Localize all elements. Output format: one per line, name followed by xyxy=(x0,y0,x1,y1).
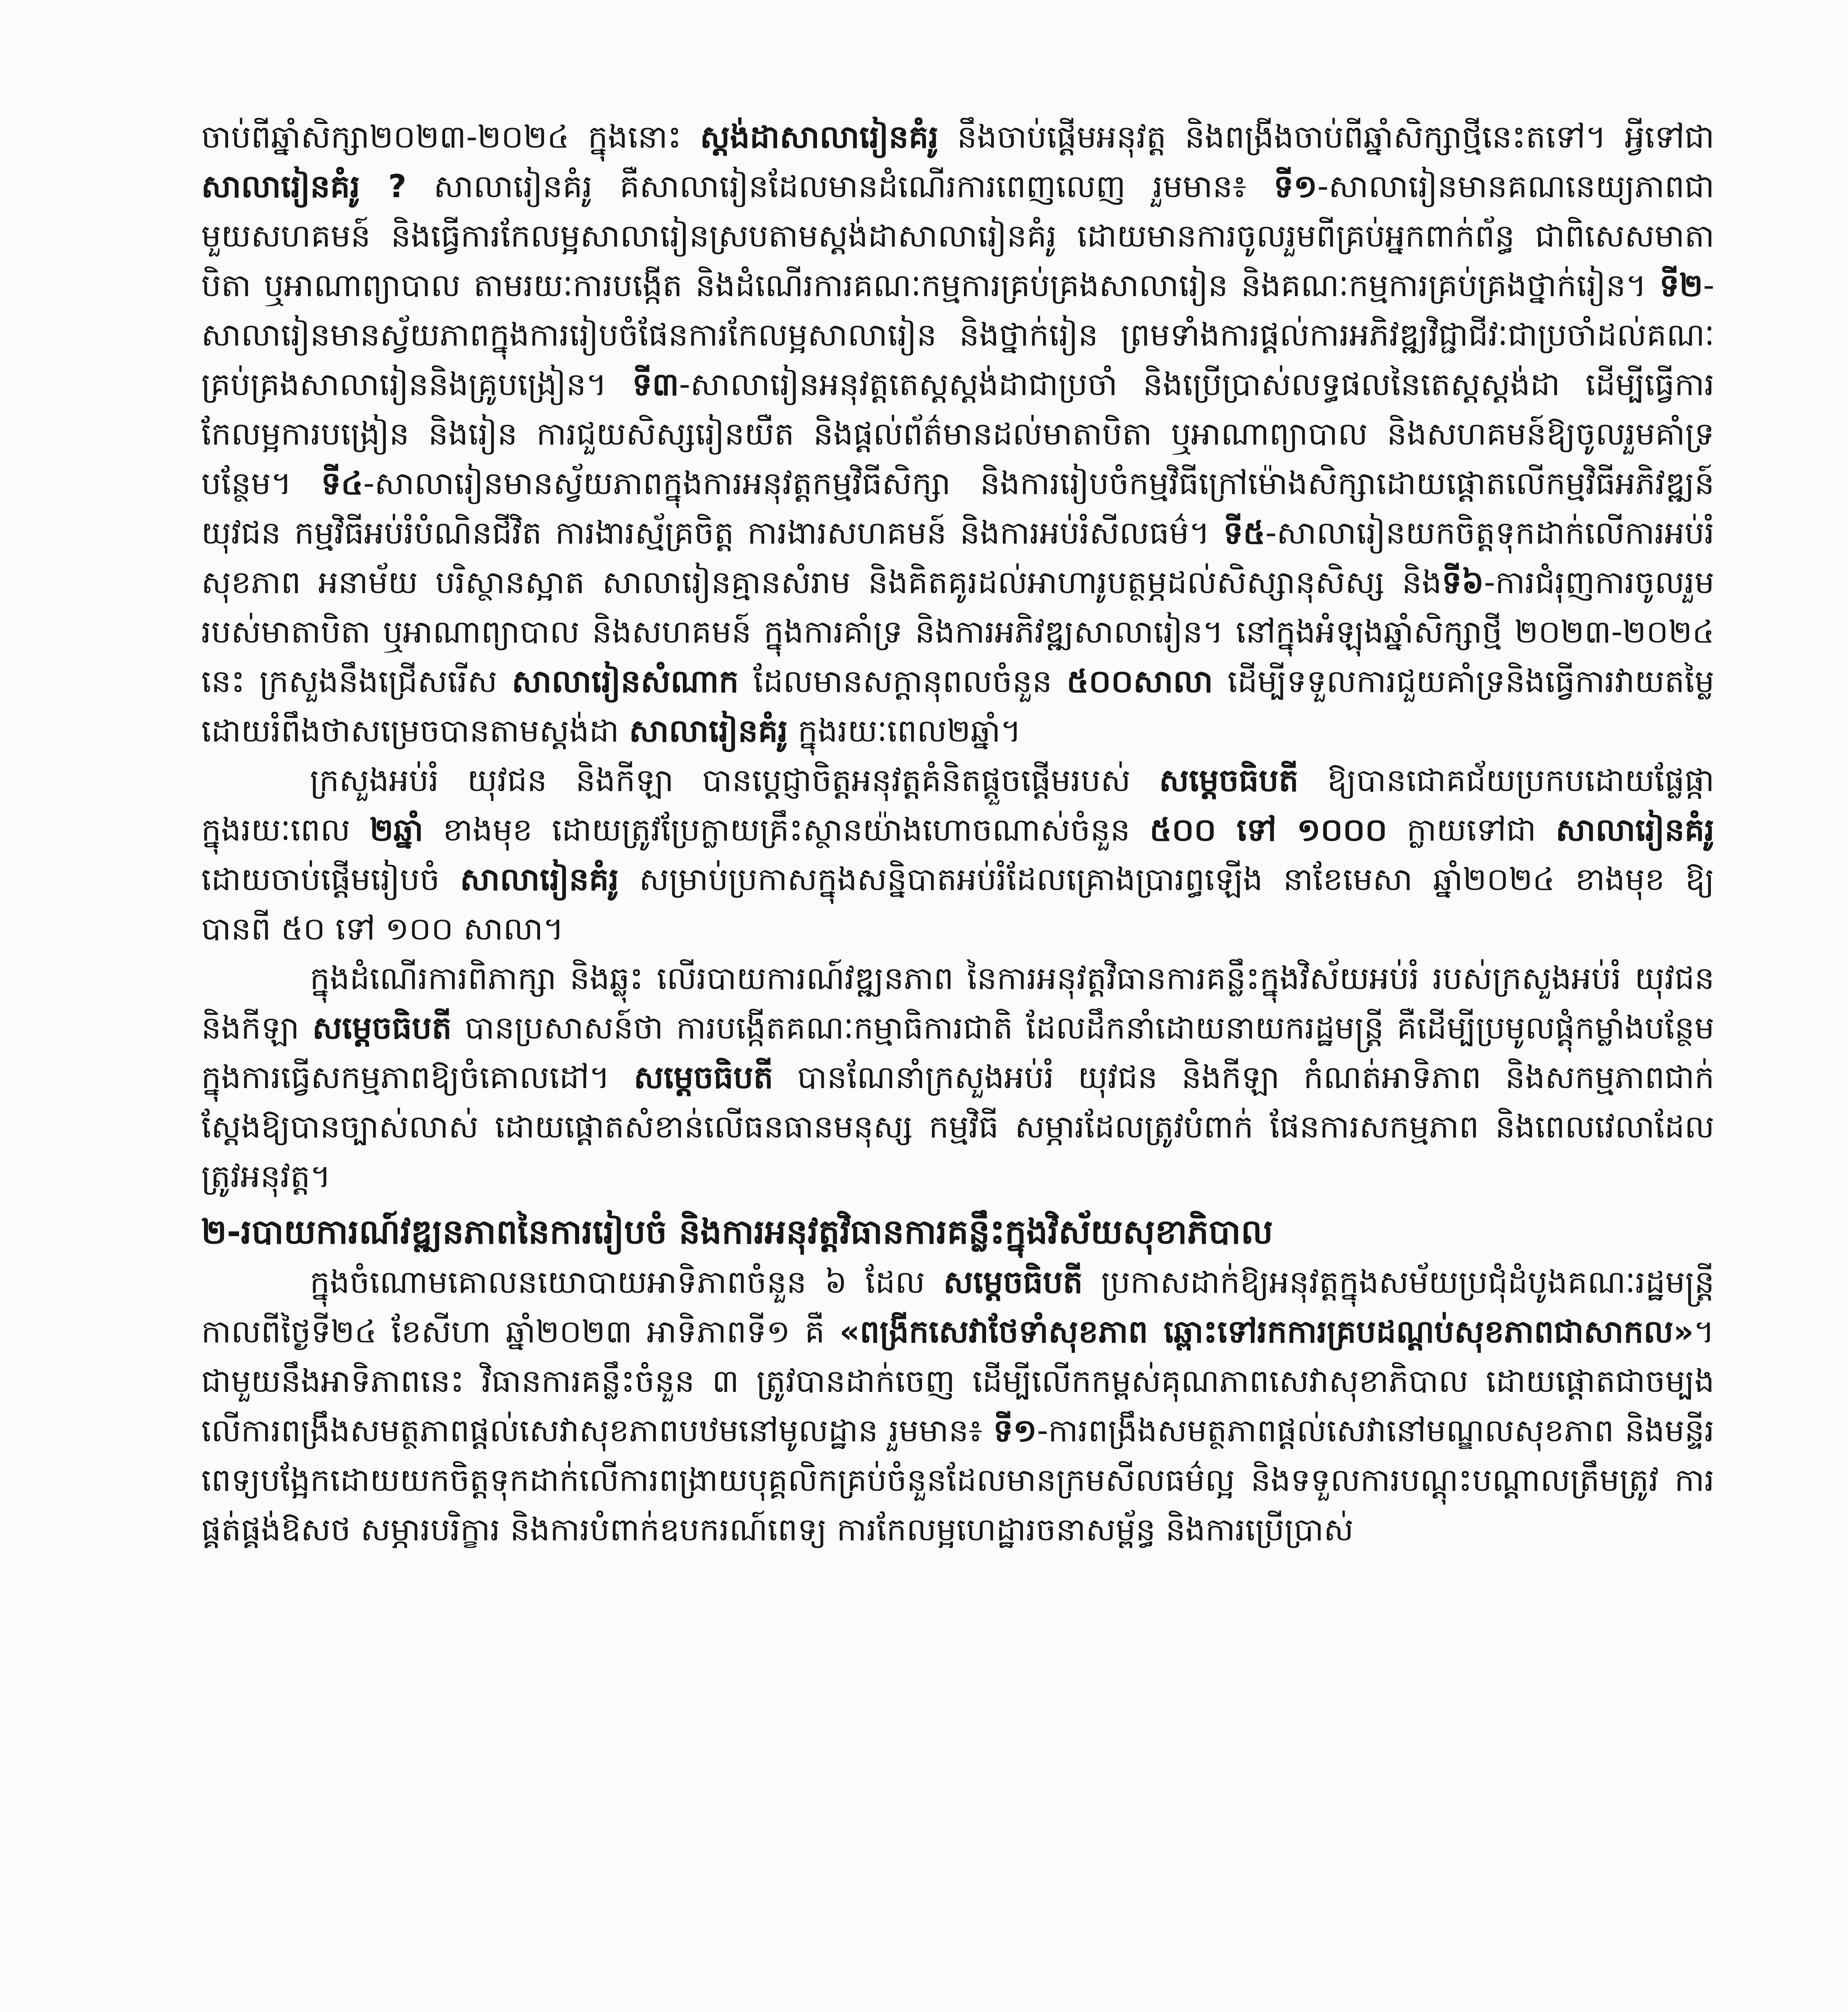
bold-text-run: សាលារៀនគំរូ xyxy=(1555,812,1715,848)
text-run: -ការជំរុញការចូលរួមរបស់មាតាបិតា ឬអាណាព្យាបាល និងសហគមន៍ ក្នុងការគាំទ្រ និងការអភិវឌ្ឍសាលារៀន។ នៅក្នុងអំឡុងឆ្នាំសិក្សាថ្មី ២០២៣-២០២៤ នេះ ក្រសួងនឹងជ្រើសរើស xyxy=(201,565,1714,700)
text-run: -សាលារៀនមានគណនេយ្យភាពជាមួយសហគមន៍ និងធ្វើការកែលម្អសាលារៀនស្របតាមស្តង់ដាសាលារៀនគំរូ ដោយមានការចូលរួមពីគ្រប់អ្នកពាក់ព័ន្ធ ជាពិសេសមាតាបិតា ឬអាណាព្យាបាល តាមរយៈការបង្កើត និងដំណើរការគណៈកម្មការគ្រប់គ្រងសាលារៀន និងគណៈកម្មការគ្រប់គ្រងថ្នាក់រៀន។ xyxy=(201,169,1714,304)
text-run: ក្លាយទៅជា xyxy=(1387,812,1556,848)
text-run: ក្នុងរយៈពេល២ឆ្នាំ។ xyxy=(788,713,1021,749)
bold-text-run: «ពង្រីកសេវាថែទាំសុខភាព ឆ្ពោះទៅរកការគ្របដណ្តប់សុខភាពជាសាកល» xyxy=(839,1314,1694,1350)
text-run: នឹងចាប់ផ្តើមអនុវត្ត និងពង្រីងចាប់ពីឆ្នាំសិក្សាថ្មីនេះតទៅ។ អ្វីទៅជា xyxy=(938,119,1714,155)
bold-text-run: សម្តេចធិបតី xyxy=(943,1264,1083,1301)
bold-text-run: ទី៤ xyxy=(321,466,363,502)
text-run: ដែលមានសក្តានុពលចំនួន xyxy=(738,664,1067,700)
bold-text-run: ទី៥ xyxy=(1223,515,1266,551)
text-run: ក្នុងដំណើរការពិភាក្សា និងឆ្លុះ លើរបាយការណ៍វឌ្ឍនភាព នៃការអនុវត្តវិធានការគន្លឹះក្នុងវិស័យអប់រំ របស់ក្រសួងអប់រំ យុវជន និងកីឡា xyxy=(201,961,1714,1046)
bold-text-run: សាលារៀនគំរូ xyxy=(629,713,788,749)
text-run: ដោយចាប់ផ្តើមរៀបចំ xyxy=(201,862,460,898)
text-run: ឱ្យបានជោគជ័យប្រកបដោយផ្លែផ្កា ក្នុងរយៈពេល xyxy=(201,763,1714,848)
bold-text-run: ទី៦ xyxy=(1442,565,1484,601)
bold-text-run: ទី១ xyxy=(1273,169,1318,205)
bold-text-run: សាលារៀនគំរូ xyxy=(460,862,619,898)
text-run: -ការពង្រឹងសមត្ថភាពផ្តល់សេវានៅមណ្ឌលសុខភាព និងមន្ទីរពេទ្យបង្អែកដោយយកចិត្តទុកដាក់លើការពង្រាយបុគ្គលិកគ្រប់ចំនួនដែលមានក្រមសីលធម៌ល្អ និងទទួលការបណ្តុះបណ្តាលត្រឹមត្រូវ ការផ្គត់ផ្គង់ឱសថ សម្ភារបរិក្ខារ និងការបំពាក់ឧបករណ៍ពេទ្យ ការកែលម្អហេដ្ឋារចនាសម្ព័ន្ធ និងការប្រើប្រាស់ xyxy=(201,1413,1714,1548)
text-run: ចាប់ពីឆ្នាំសិក្សា២០២៣-២០២៤ ក្នុងនោះ xyxy=(201,119,700,155)
bold-text-run: សម្តេចធិបតី xyxy=(1159,763,1299,799)
bold-text-run: ៥០០ ទៅ ១០០០ xyxy=(1149,812,1388,848)
text-run: -សាលារៀនមានស្វ័យភាពក្នុងការរៀបចំផែនការកែលម្អសាលារៀន និងថ្នាក់រៀន ព្រមទាំងការផ្តល់ការអភិវឌ្ឍវិជ្ជាជីវៈជាប្រចាំដល់គណៈគ្រប់គ្រងសាលារៀននិងគ្រូបង្រៀន។ xyxy=(201,268,1714,403)
text-run: បានណែនាំក្រសួងអប់រំ យុវជន និងកីឡា កំណត់អាទិភាព និងសកម្មភាពជាក់ស្តែងឱ្យបានច្បាស់លាស់ ដោយផ្តោតសំខាន់លើធនធានមនុស្ស កម្មវិធី សម្ភារដែលត្រូវបំពាក់ ផែនការសកម្មភាព និងពេលវេលាដែលត្រូវអនុវត្ត។ xyxy=(201,1060,1714,1195)
section-heading-health: ២-របាយការណ៍វឌ្ឍនភាពនៃការរៀបចំ និងការអនុវត្តវិធានការគន្លឹះក្នុងវិស័យសុខាភិបាល xyxy=(201,1212,1273,1251)
paragraph-ministry-commitment xyxy=(201,756,1714,954)
text-run: ប្រកាសដាក់ឱ្យអនុវត្តក្នុងសម័យប្រជុំដំបូងគណៈរដ្ឋមន្ត្រី កាលពីថ្ងៃទី២៤ ខែសីហា ឆ្នាំ២០២៣ អាទិភាពទី១ គឺ xyxy=(201,1264,1714,1350)
bold-text-run: សម្តេចធិបតី xyxy=(633,1060,773,1096)
text-run: -សាលារៀនអនុវត្តតេស្តស្តង់ដាជាប្រចាំ និងប្រើប្រាស់លទ្ធផលនៃតេស្តស្តង់ដា ដើម្បីធ្វើការកែលម្អការបង្រៀន និងរៀន ការជួយសិស្សរៀនយឺត និងផ្តល់ព័ត៌មានដល់មាតាបិតា ឬអាណាព្យាបាល និងសហគមន៍ឱ្យចូលរួមគាំទ្របន្ថែម។ xyxy=(201,367,1714,502)
text-run: ខាងមុខ ដោយត្រូវប្រែក្លាយគ្រឹះស្ថានយ៉ាងហោចណាស់ចំនួន xyxy=(423,812,1150,848)
bold-text-run: សម្តេចធិបតី xyxy=(312,1010,452,1046)
text-run: -សាលារៀនមានស្វ័យភាពក្នុងការអនុវត្តកម្មវិធីសិក្សា និងការរៀបចំកម្មវិធីក្រៅម៉ោងសិក្សាដោយផ្តោតលើកម្មវិធីអភិវឌ្ឍន៍យុវជន កម្មវិធីអប់រំបំណិនជីវិត ការងារស្ម័គ្រចិត្ត ការងារសហគមន៍ និងការអប់រំសីលធម៌។ xyxy=(201,466,1714,551)
bold-text-run: ស្តង់ដាសាលារៀនគំរូ xyxy=(700,119,938,155)
bold-text-run: ទី២ xyxy=(1659,268,1703,304)
bold-text-run: សាលារៀនគំរូ ? xyxy=(201,169,406,205)
document-body xyxy=(201,113,1714,1555)
text-run: សាលារៀនគំរូ គឺសាលារៀនដែលមានដំណើរការពេញលេញ រួមមាន៖ xyxy=(406,169,1274,205)
paragraph-model-schools xyxy=(201,113,1714,756)
text-run: ។ ជាមួយនឹងអាទិភាពនេះ វិធានការគន្លឹះចំនួន ៣ ត្រូវបានដាក់ចេញ ដើម្បីលើកកម្ពស់គុណភាពសេវាសុខាភិបាល ដោយផ្តោតជាចម្បងលើការពង្រឹងសមត្ថភាពផ្តល់សេវាសុខភាពបឋមនៅមូលដ្ឋាន រួមមាន៖ xyxy=(201,1314,1714,1449)
paragraph-discussion-report xyxy=(201,954,1714,1202)
bold-text-run: ទី៣ xyxy=(632,367,679,403)
bold-text-run: សាលារៀនសំណាក xyxy=(512,664,739,700)
text-run: សម្រាប់ប្រកាសក្នុងសន្និបាតអប់រំដែលគ្រោងប្រារព្ធឡើង នាខែមេសា ឆ្នាំ២០២៤ ខាងមុខ ឱ្យបានពី ៥០ ទៅ ១០០ សាលា។ xyxy=(201,862,1714,947)
text-run: ដើម្បីទទួលការជួយគាំទ្រនិងធ្វើការវាយតម្លៃ ដោយរំពឹងថាសម្រេចបានតាមស្តង់ដា xyxy=(201,664,1714,749)
text-run: បានប្រសាសន៍ថា ការបង្កើតគណៈកម្មាធិការជាតិ ដែលដឹកនាំដោយនាយករដ្ឋមន្ត្រី គឺដើម្បីប្រមូលផ្តុំកម្លាំងបន្ថែមក្នុងការធ្វើសកម្មភាពឱ្យចំគោលដៅ។ xyxy=(201,1010,1714,1096)
text-run: ក្នុងចំណោមគោលនយោបាយអាទិភាពចំនួន ៦ ដែល xyxy=(310,1264,943,1301)
text-run: -សាលារៀនយកចិត្តទុកដាក់លើការអប់រំសុខភាព អនាម័យ បរិស្ថានស្អាត សាលារៀនគ្មានសំរាម និងគិតគូរដល់អាហារូបត្ថម្ភដល់សិស្សានុសិស្ស និង xyxy=(201,515,1714,601)
bold-text-run: ៥០០សាលា xyxy=(1066,664,1213,700)
bold-text-run: ២ឆ្នាំ xyxy=(369,812,423,848)
paragraph-health-priorities xyxy=(201,1258,1714,1555)
text-run: ក្រសួងអប់រំ យុវជន និងកីឡា បានប្តេជ្ញាចិត្តអនុវត្តគំនិតផ្តួចផ្តើមរបស់ xyxy=(310,763,1159,799)
bold-text-run: ទី១ xyxy=(993,1413,1037,1449)
